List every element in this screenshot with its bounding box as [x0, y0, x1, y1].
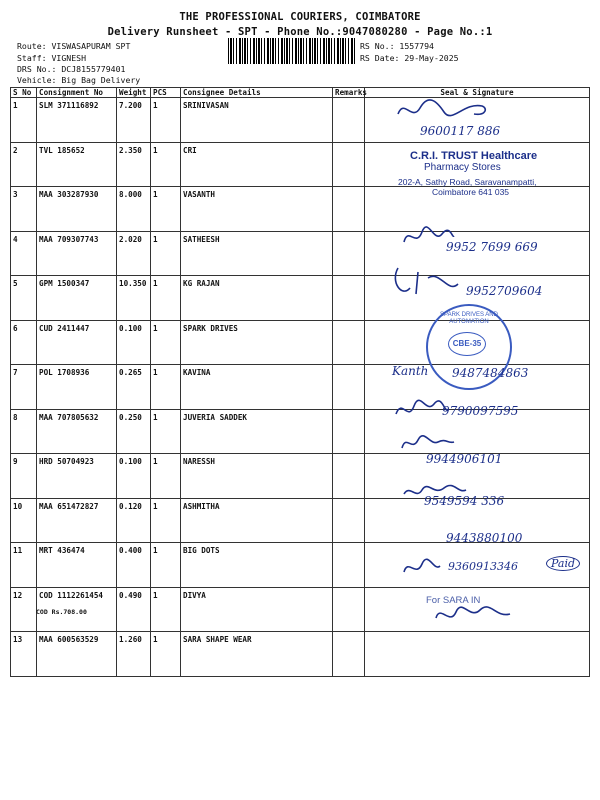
handwritten-phone: 9952 7699 669 [446, 240, 538, 254]
row-signature [365, 632, 590, 677]
row-sno: 2 [11, 142, 37, 187]
stamp-line: Pharmacy Stores [424, 162, 501, 173]
row-pcs: 1 [151, 187, 181, 232]
row-consignment: TVL 185652 [37, 142, 117, 187]
table-header-row [11, 88, 590, 98]
signature-mark [390, 96, 500, 124]
row-pcs: 1 [151, 276, 181, 321]
row-remarks [333, 632, 365, 677]
row-consignee: NARESSH [181, 454, 333, 499]
stamp-line: Coimbatore 641 035 [432, 187, 510, 197]
row-pcs: 1 [151, 98, 181, 143]
handwritten-phone: 9790097595 [442, 404, 519, 418]
runsheet-title: Delivery Runsheet - SPT - Phone No.:9047080280 - Page No.:1 [107, 26, 493, 38]
row-weight: 0.490 [117, 587, 151, 632]
row-sno: 13 [11, 632, 37, 677]
row-pcs: 1 [151, 409, 181, 454]
row-sno: 1 [11, 98, 37, 143]
row-sno: 9 [11, 454, 37, 499]
row-pcs: 1 [151, 320, 181, 365]
row-consignment: POL 1708936 [37, 365, 117, 410]
row-consignee: SRINIVASAN [181, 98, 333, 143]
row-weight: 1.260 [117, 632, 151, 677]
row-remarks [333, 498, 365, 543]
row-consignment: CUD 2411447 [37, 320, 117, 365]
col-consignment: Consignment No [37, 88, 117, 98]
row-consignee: ASHMITHA [181, 498, 333, 543]
stamp-center-text: CBE-35 [448, 332, 486, 356]
cod-amount: COD Rs.708.00 [36, 607, 87, 616]
drs-label: DRS No.: DCJ8155779401 [17, 64, 126, 74]
handwritten-phone: 9952709604 [466, 284, 543, 298]
row-consignment: GPM 1500347 [37, 276, 117, 321]
row-pcs: 1 [151, 454, 181, 499]
table-row [11, 454, 590, 499]
row-remarks [333, 454, 365, 499]
row-weight: 10.350 [117, 276, 151, 321]
row-weight: 0.100 [117, 454, 151, 499]
row-sno: 3 [11, 187, 37, 232]
row-weight: 7.200 [117, 98, 151, 143]
col-consignee: Consignee Details [181, 88, 333, 98]
row-consignee: DIVYA [181, 587, 333, 632]
col-sno: S No [11, 88, 37, 98]
stamp-line: C.R.I. TRUST Healthcare [410, 150, 538, 162]
row-consignee: JUVERIA SADDEK [181, 409, 333, 454]
staff-label: Staff: VIGNESH [17, 53, 87, 63]
row-consignment: HRD 50704923 [37, 454, 117, 499]
row-consignee: SATHEESH [181, 231, 333, 276]
row-remarks [333, 409, 365, 454]
stamp-line: 202-A, Sathy Road, Saravanampatti, [398, 177, 537, 187]
handwritten-signature: Kanth [392, 364, 429, 378]
row-weight: 0.100 [117, 320, 151, 365]
company-title: THE PROFESSIONAL COURIERS, COIMBATORE [179, 11, 421, 23]
row-pcs: 1 [151, 231, 181, 276]
row-remarks [333, 231, 365, 276]
row-remarks [333, 587, 365, 632]
row-pcs: 1 [151, 587, 181, 632]
row-remarks [333, 142, 365, 187]
signature-mark [388, 264, 468, 300]
row-sno: 4 [11, 231, 37, 276]
col-pcs: PCS [151, 88, 181, 98]
stamp-ring-text: SPARK DRIVES AND AUTOMATION [440, 312, 498, 325]
paid-mark: Paid [546, 556, 580, 571]
row-pcs: 1 [151, 142, 181, 187]
row-consignee: SARA SHAPE WEAR [181, 632, 333, 677]
row-weight: 0.120 [117, 498, 151, 543]
row-consignee: CRI [181, 142, 333, 187]
handwritten-phone: 9944906101 [426, 452, 503, 466]
sara-stamp: For SARA IN [426, 595, 481, 606]
row-consignment-text: COD 1112261454 [39, 590, 104, 600]
col-remarks: Remarks [333, 88, 365, 98]
handwritten-phone: 9487484863 [452, 366, 529, 380]
handwritten-phone: 9443880100 [446, 531, 523, 545]
row-remarks [333, 320, 365, 365]
row-remarks [333, 187, 365, 232]
row-weight: 0.400 [117, 543, 151, 588]
row-sno: 7 [11, 365, 37, 410]
row-remarks [333, 98, 365, 143]
cri-stamp [398, 150, 568, 197]
row-pcs: 1 [151, 365, 181, 410]
row-consignment: MAA 600563529 [37, 632, 117, 677]
table-row [11, 632, 590, 677]
row-sno: 5 [11, 276, 37, 321]
row-sno: 11 [11, 543, 37, 588]
barcode-image [228, 38, 356, 64]
vehicle-label: Vehicle: Big Bag Delivery [17, 75, 141, 85]
rs-date: RS Date: 29-May-2025 [360, 53, 459, 63]
row-sno: 10 [11, 498, 37, 543]
col-signature: Seal & Signature [365, 88, 590, 98]
row-consignment [37, 587, 117, 632]
row-consignment: MRT 436474 [37, 543, 117, 588]
row-weight: 2.350 [117, 142, 151, 187]
row-weight: 0.265 [117, 365, 151, 410]
table-row [11, 98, 590, 143]
handwritten-phone: 9549594 336 [424, 494, 505, 508]
row-remarks [333, 276, 365, 321]
row-consignee: KG RAJAN [181, 276, 333, 321]
signature-mark [400, 556, 444, 580]
row-pcs: 1 [151, 498, 181, 543]
route-label: Route: VISWASAPURAM SPT [17, 41, 131, 51]
row-consignee: SPARK DRIVES [181, 320, 333, 365]
handwritten-phone: 9360913346 [448, 560, 518, 573]
row-consignment: MAA 709307743 [37, 231, 117, 276]
row-consignment: MAA 303287930 [37, 187, 117, 232]
row-consignee: KAVINA [181, 365, 333, 410]
col-weight: Weight [117, 88, 151, 98]
row-remarks [333, 543, 365, 588]
row-weight: 2.020 [117, 231, 151, 276]
row-pcs: 1 [151, 632, 181, 677]
row-sno: 12 [11, 587, 37, 632]
row-consignee: VASANTH [181, 187, 333, 232]
row-remarks [333, 365, 365, 410]
signature-mark [430, 602, 520, 626]
rs-number: RS No.: 1557794 [360, 41, 434, 51]
row-sno: 6 [11, 320, 37, 365]
row-sno: 8 [11, 409, 37, 454]
row-consignment: MAA 651472827 [37, 498, 117, 543]
row-consignment: MAA 707805632 [37, 409, 117, 454]
row-consignment: SLM 371116892 [37, 98, 117, 143]
row-weight: 8.000 [117, 187, 151, 232]
signature-mark [398, 432, 458, 454]
row-weight: 0.250 [117, 409, 151, 454]
row-consignee: BIG DOTS [181, 543, 333, 588]
handwritten-phone: 9600117 886 [420, 124, 501, 138]
row-pcs: 1 [151, 543, 181, 588]
